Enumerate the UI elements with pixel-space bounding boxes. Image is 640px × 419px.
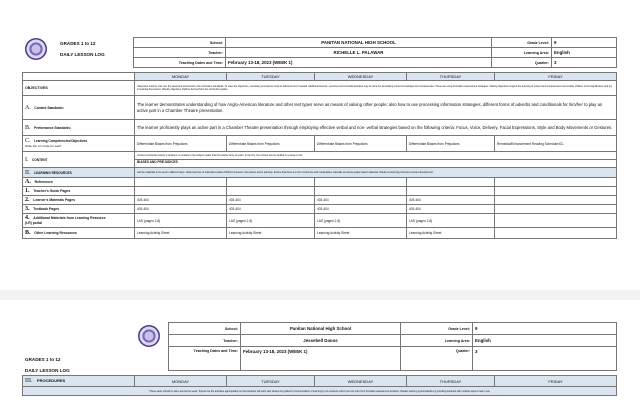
performance-standards-label: Performance Standards: <box>34 125 72 130</box>
log-title: DAILY LESSON LOG <box>60 52 105 57</box>
learners-materials-row <box>23 196 617 205</box>
other-thursday: Learning Activity Sheet <box>407 228 495 239</box>
dates-value: February 13-18, 2023 (WEEK 1) <box>226 58 492 68</box>
objectives-text: Objectives must be met over the week and connected to the curriculum standards. To meet the objectives, necessary procedures must be followed and if needed, additional lessons, exercises and remedial activities may be done for developing content knowledge and competencies. These are using Formative Assessment strategies. Valuing objectives support the learning of content and competencies and enable children to find significance and joy in learning the lessons. Weekly objectives shall be derived from the curriculum guides. <box>135 81 617 96</box>
procedures-label: PROCEDURES <box>36 378 66 383</box>
header-info-table-2 <box>168 322 617 371</box>
procedures-note: These steps should be done across the week. Spread out the activities appropriately so that students will learn well. Always be guided by demonstration of learning by the students which you can infer from formative assessment activities. Sustain learning systematically by providing students with multiple ways to learn new <box>23 387 617 396</box>
day-tuesday: TUESDAY <box>227 73 315 81</box>
content-standards-row <box>23 96 617 120</box>
grades-title-2: GRADES 1 to 12 <box>25 357 61 362</box>
teacher-value: RICHELLE L. PALAWAR <box>226 48 492 58</box>
dll-main-table <box>22 72 617 239</box>
content-note-row <box>23 152 617 160</box>
quarter-value-2: 3 <box>473 347 617 371</box>
procedures-note-row <box>23 387 617 396</box>
other-wednesday: Learning Activity Sheet <box>315 228 407 239</box>
other-label: Other Learning Resources <box>34 231 77 235</box>
p2-day-tuesday: TUESDAY <box>227 376 315 387</box>
teacher-label-2: Teacher: <box>169 335 241 347</box>
dll-page-2 <box>0 300 640 419</box>
textbook-row <box>23 205 617 214</box>
school-label: School: <box>134 38 226 48</box>
area-label: Learning Area: <box>492 48 552 58</box>
references-label: References <box>34 180 53 184</box>
additional-monday: LAS (pages 1-8) <box>135 214 227 228</box>
performance-standards-row <box>23 120 617 136</box>
content-standards-label: Content Standards: <box>34 105 64 110</box>
competencies-row <box>23 136 617 152</box>
competency-friday: Remedial/Enhancement Reading Schedule/ICL <box>495 136 617 152</box>
grades-title: GRADES 1 to 12 <box>60 41 96 46</box>
school-label-2: School: <box>169 323 241 335</box>
references-num: A. <box>25 179 31 185</box>
learner-num: 2. <box>25 197 30 203</box>
dates-label: Teaching Dates and Time: <box>134 58 226 68</box>
resources-label: LEARNING RESOURCES <box>34 170 72 175</box>
resources-row <box>23 168 617 178</box>
learner-wednesday: 403-404 <box>315 196 407 205</box>
procedures-num: III. <box>25 378 33 384</box>
additional-label: Additional Materials from Learning Resource <box>33 215 106 220</box>
competency-monday: Differentiate Biases from Prejudices <box>135 136 227 152</box>
p2-day-wednesday: WEDNESDAY <box>315 376 407 387</box>
teacher-label: Teacher: <box>134 48 226 58</box>
p2-day-thursday: THURSDAY <box>407 376 495 387</box>
learner-thursday: 403-404 <box>407 196 495 205</box>
content-num: I. <box>25 156 29 163</box>
grade-value: 9 <box>552 38 617 48</box>
content-topic: BIASES AND PREJUDICES <box>135 160 617 168</box>
competency-wednesday: Differentiate Biases from Prejudices <box>315 136 407 152</box>
content-note: Content is what the lesson is all about. It pertains to the subject matter that the teacher aims to teach. In the CG, the content can be tackled in a week or two. <box>135 152 617 160</box>
quarter-label-2: Quarter: <box>401 347 473 371</box>
textbook-thursday: 403-404 <box>407 205 495 214</box>
deped-seal-icon-2 <box>138 325 160 347</box>
other-resources-row <box>23 228 617 239</box>
performance-standards-text: The learner proficiently plays an active part in a Chamber Theatre presentation through employing effective verbal and non- verbal strategies based on the following criteria: Focus, Voice, Delivery, Facial Expressions, Style and Body Movements or Gestures. <box>135 120 617 136</box>
log-title-2: DAILY LESSON LOG <box>25 368 70 373</box>
objectives-label: OBJECTIVES <box>23 81 135 96</box>
other-monday: Learning Activity Sheet <box>135 228 227 239</box>
additional-sub: (LR) portal <box>25 220 43 225</box>
quarter-value: 3 <box>552 58 617 68</box>
area-value: English <box>552 48 617 58</box>
learner-tuesday: 403-404 <box>227 196 315 205</box>
guide-label: Teacher's Guide Pages <box>33 189 71 193</box>
grade-label-2: Grade Level: <box>401 323 473 335</box>
deped-seal-icon <box>25 38 47 60</box>
other-num: B. <box>25 230 31 236</box>
performance-standards-num: B. <box>25 124 31 131</box>
additional-wednesday: LAS (pages 1-8) <box>315 214 407 228</box>
additional-tuesday: LAS (pages 1-8) <box>227 214 315 228</box>
textbook-label: Textbook Pages <box>33 207 60 211</box>
p2-day-monday: MONDAY <box>135 376 227 387</box>
guide-num: 1. <box>25 188 30 194</box>
additional-num: 4. <box>25 214 30 221</box>
objectives-row <box>23 81 617 96</box>
procedures-table <box>22 375 617 396</box>
learner-label: Learner's Materials Pages <box>33 198 75 202</box>
school-value-2: Panitan National High School <box>241 323 401 335</box>
grade-value-2: 9 <box>473 323 617 335</box>
day-monday: MONDAY <box>135 73 227 81</box>
school-value: PANITAN NATIONAL HIGH SCHOOL <box>226 38 492 48</box>
area-label-2: Learning Area: <box>401 335 473 347</box>
procedures-days-row <box>23 376 617 387</box>
competencies-label: Learning Competencies/Objectives <box>34 138 88 143</box>
day-wednesday: WEDNESDAY <box>315 73 407 81</box>
learner-monday: 403-404 <box>135 196 227 205</box>
content-standards-text: The learner demonstrates understanding of how Anglo-American literature and other text types serve as means of valuing other people; also how to use processing information strategies, different forms of adverbs and conditionals for him/her to play an active part in a Chamber Theatre presentation. <box>135 96 617 120</box>
quarter-label: Quarter: <box>492 58 552 68</box>
competency-thursday: Differentiate Biases from Prejudices <box>407 136 495 152</box>
header-info-table <box>133 37 617 68</box>
textbook-monday: 403-404 <box>135 205 227 214</box>
competencies-num: C. <box>25 137 31 144</box>
references-row <box>23 178 617 187</box>
resources-num: II. <box>25 169 31 176</box>
days-header-row <box>23 73 617 81</box>
dates-label-2: Teaching Dates and Time: <box>169 347 241 371</box>
textbook-tuesday: 403-404 <box>227 205 315 214</box>
other-tuesday: Learning Activity Sheet <box>227 228 315 239</box>
dates-value-2: February 13-18, 2023 (WEEK 1) <box>241 347 401 371</box>
competency-tuesday: Differentiate Biases from Prejudices <box>227 136 315 152</box>
additional-materials-row <box>23 214 617 228</box>
additional-thursday: LAS (pages 1-8) <box>407 214 495 228</box>
resources-note: List the materials to be used in different days. Varied sources of materials sustain children's interest in the lesson and in learning. Ensure that there is a mix of concrete and manipulative materials as well as paper-based materials. Hands-on learning promotes concept development. <box>135 168 617 178</box>
area-value-2: English <box>473 335 617 347</box>
day-thursday: THURSDAY <box>407 73 495 81</box>
textbook-wednesday: 403-404 <box>315 205 407 214</box>
content-standards-num: A. <box>25 104 31 111</box>
textbook-num: 3. <box>25 206 30 212</box>
teachers-guide-row <box>23 187 617 196</box>
competencies-note: Write the LC Code for each <box>25 143 62 148</box>
content-label: CONTENT <box>32 157 48 162</box>
teacher-value-2: Jessebell Danos <box>241 335 401 347</box>
day-friday: FRIDAY <box>495 73 617 81</box>
page-gap <box>0 290 640 300</box>
grade-label: Grade Level: <box>492 38 552 48</box>
p2-day-friday: FRIDAY <box>495 376 617 387</box>
